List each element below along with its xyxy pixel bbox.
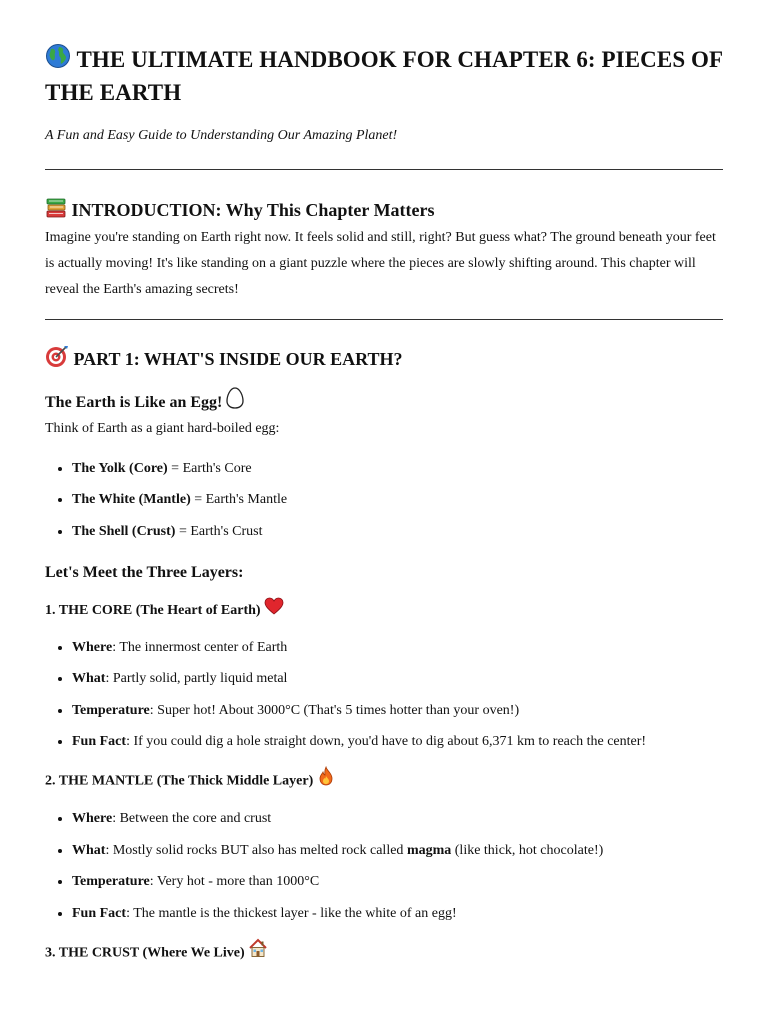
core-heading-text: 1. THE CORE (The Heart of Earth) — [45, 603, 261, 619]
part1-heading-text: PART 1: WHAT'S INSIDE OUR EARTH? — [73, 348, 403, 369]
list-item-term: What — [72, 671, 106, 687]
mantle-heading-text: 2. THE MANTLE (The Thick Middle Layer) — [45, 774, 314, 790]
list-item-term: What — [72, 842, 106, 858]
list-item-term: Temperature — [72, 874, 150, 890]
list-item — [72, 490, 723, 510]
list-item-text: : The mantle is the thickest layer - like the white of an egg! — [126, 905, 457, 921]
list-item-term: The Shell (Crust) — [72, 523, 176, 539]
list-item — [72, 872, 723, 892]
list-item — [72, 669, 723, 689]
house-icon — [248, 942, 268, 965]
core-facts-list — [45, 638, 723, 753]
document-title — [45, 0, 723, 108]
divider — [45, 169, 723, 170]
list-item — [72, 701, 723, 721]
list-item — [72, 522, 723, 542]
document-title-text: THE ULTIMATE HANDBOOK FOR CHAPTER 6: PIECES OF THE EARTH — [45, 47, 723, 106]
crust-heading-text: 3. THE CRUST (Where We Live) — [45, 945, 245, 961]
core-heading — [45, 600, 723, 622]
list-item-term: Fun Fact — [72, 905, 127, 921]
list-item-text: : If you could dig a hole straight down, you'd have to dig about 6,371 km to reach the center! — [126, 734, 647, 750]
list-item — [72, 459, 723, 479]
list-item-term: The Yolk (Core) — [72, 460, 168, 476]
list-item-term: Where — [72, 639, 113, 655]
list-item-text: = Earth's Crust — [175, 523, 263, 539]
list-item-text: = Earth's Mantle — [190, 492, 288, 508]
divider — [45, 319, 723, 320]
mantle-facts-list — [45, 809, 723, 924]
fire-icon — [317, 770, 335, 793]
target-icon — [45, 347, 69, 374]
list-item-text: (like thick, hot chocolate!) — [451, 842, 604, 858]
intro-paragraph: Imagine you're standing on Earth right now. It feels solid and still, right? But guess what? The ground beneath your feet is actually moving! It's like standing on a giant puzzle where the pieces are slowly shifting around. This chapter will reveal the Earth's amazing secrets! — [45, 229, 716, 297]
intro-heading-text: INTRODUCTION: Why This Chapter Matters — [71, 200, 435, 221]
crust-heading — [45, 942, 723, 965]
list-item — [72, 638, 723, 658]
books-icon — [45, 200, 67, 225]
list-item-text: : Partly solid, partly liquid metal — [105, 671, 288, 687]
egg-heading — [45, 391, 723, 416]
egg-analogy-list — [45, 459, 723, 542]
list-item-term: Where — [72, 811, 113, 827]
egg-heading-text: The Earth is Like an Egg! — [45, 394, 223, 412]
list-item-text: : Super hot! About 3000°C (That's 5 times hotter than your oven!) — [149, 702, 520, 718]
list-item — [72, 732, 723, 752]
intro-heading — [45, 198, 723, 224]
heart-icon — [264, 600, 284, 622]
egg-icon — [226, 391, 244, 416]
list-item-term: Temperature — [72, 702, 150, 718]
list-item-text: : Between the core and crust — [112, 811, 272, 827]
mantle-heading — [45, 770, 723, 793]
list-item-highlight: magma — [406, 842, 452, 858]
globe-icon — [45, 46, 71, 77]
list-item-text: : Very hot - more than 1000°C — [149, 874, 320, 890]
list-item-text: = Earth's Core — [167, 460, 252, 476]
list-item-term: Fun Fact — [72, 734, 127, 750]
egg-intro: Think of Earth as a giant hard-boiled egg: — [45, 420, 280, 436]
list-item-text: : The innermost center of Earth — [112, 639, 288, 655]
list-item-text: : Mostly solid rocks BUT also has melted rock called — [105, 842, 407, 858]
part1-heading — [45, 347, 723, 374]
layers-heading: Let's Meet the Three Layers: — [45, 563, 244, 581]
list-item — [72, 904, 723, 924]
list-item — [72, 809, 723, 829]
list-item-term: The White (Mantle) — [72, 492, 191, 508]
document-subtitle: A Fun and Easy Guide to Understanding Our Amazing Planet! — [45, 128, 398, 144]
list-item — [72, 841, 723, 861]
